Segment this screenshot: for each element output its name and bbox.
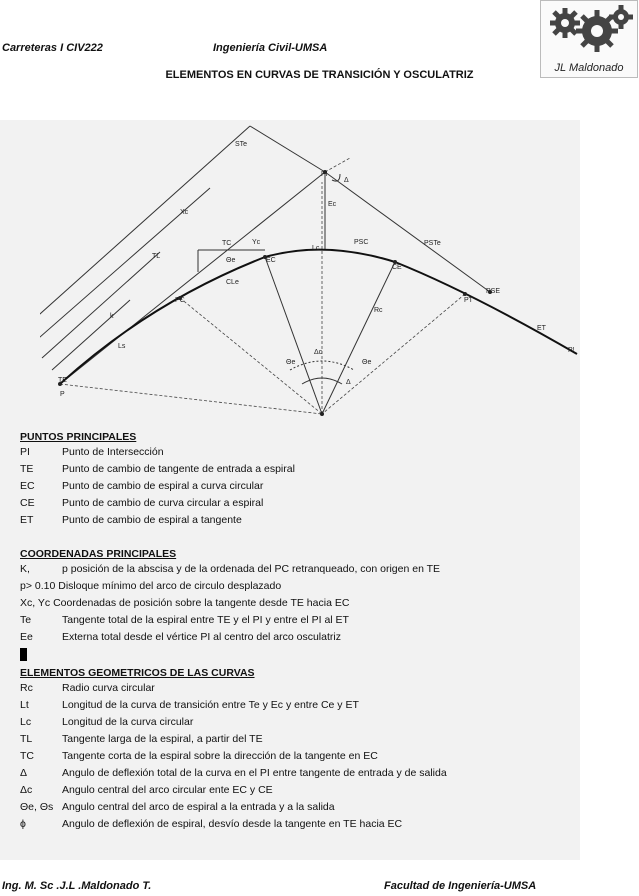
list-item: ET Punto de cambio de espiral a tangente <box>20 514 242 526</box>
list-item: Δ Angulo de deflexión total de la curva en el PI entre tangente de entrada y de salida <box>20 767 447 779</box>
lbl-et: ET <box>537 325 546 332</box>
chord-te <box>60 384 322 414</box>
list-item: Lc Longitud de la curva circular <box>20 716 194 728</box>
gears-icon <box>541 1 637 61</box>
coordenadas-title: COORDENADAS PRINCIPALES <box>20 548 177 560</box>
lbl-psc: PSC <box>354 239 369 246</box>
logo-text: JL Maldonado <box>554 62 624 74</box>
lbl-yc: Yc <box>252 239 261 246</box>
lbl-delta-top: Δ <box>344 177 349 184</box>
list-item: PI Punto de Intersección <box>20 446 164 458</box>
list-item: Xc, Yc Coordenadas de posición sobre la tangente desde TE hacia EC <box>20 597 350 609</box>
puntos-title: PUNTOS PRINCIPALES <box>20 431 137 443</box>
dim-tl <box>42 252 160 358</box>
lbl-tc: TC <box>222 240 232 247</box>
lbl-tl: TL <box>152 253 161 260</box>
list-item: TC Tangente corta de la espiral sobre la dirección de la tangente en EC <box>20 750 378 762</box>
list-item: Θe, Θs Angulo central del arco de espiral a la entrada y a la salida <box>20 801 335 813</box>
lbl-theta-e: Θe <box>226 257 236 264</box>
puntos-section <box>20 430 560 529</box>
lbl-pste: PSTe <box>424 240 441 247</box>
footer-institution: Facultad de Ingeniería-UMSA <box>384 880 537 892</box>
list-item: TE Punto de cambio de tangente de entrada a espiral <box>20 463 295 475</box>
lbl-p-end: P! <box>568 347 575 354</box>
lbl-pc: PC <box>175 297 185 304</box>
list-item: Rc Radio curva circular <box>20 682 155 694</box>
lbl-pse: PSE <box>486 288 501 295</box>
lbl-p: P <box>60 391 65 398</box>
spiral-curve-diagram <box>40 122 580 422</box>
coordenadas-section <box>20 547 560 663</box>
list-item: Lt Longitud de la curva de transición entre Te y Ec y entre Ce y ET <box>20 699 359 711</box>
list-item: CE Punto de cambio de curva circular a espiral <box>20 497 264 509</box>
list-item: Δc Angulo central del arco circular ente EC y CE <box>20 784 273 796</box>
header-faculty: Ingeniería Civil-UMSA <box>213 42 328 54</box>
list-item: TL Tangente larga de la espiral, a partir del TE <box>20 733 263 745</box>
alignment-curve <box>60 250 577 384</box>
lbl-ls: Ls <box>118 343 126 350</box>
list-item: ϕ Angulo de deflexión de espiral, desvío desde la tangente en TE hacia EC <box>20 818 403 830</box>
lbl-ec-ext: Ec <box>328 201 337 208</box>
lbl-theta-left: Θe <box>286 359 296 366</box>
lbl-ec-pt: EC <box>266 257 276 264</box>
lbl-k: k <box>110 313 114 320</box>
lbl-theta-right: Θe <box>362 359 372 366</box>
elementos-section <box>20 666 560 833</box>
list-item: K, p posición de la abscisa y de la ordenada del PC retranqueado, con origen en TE <box>20 563 441 575</box>
text-cursor-marker <box>20 648 27 661</box>
lbl-te: TE <box>58 377 67 384</box>
list-item: Ee Externa total desde el vértice PI al centro del arco osculatriz <box>20 631 341 643</box>
lbl-pt: PT <box>464 297 473 304</box>
lbl-delta-bottom: Δ <box>346 379 351 386</box>
list-item: p> 0.10 Disloque mínimo del arco de circulo desplazado <box>20 580 282 592</box>
lbl-lc-arc: Lc <box>312 245 320 252</box>
radius-ce <box>322 262 395 414</box>
lbl-ce-pt: CE <box>392 264 402 271</box>
footer-author: Ing. M. Sc .J.L .Maldonado T. <box>2 880 152 892</box>
lbl-xc: Xc <box>180 209 189 216</box>
list-item: EC Punto de cambio de espiral a curva circular <box>20 480 264 492</box>
dim-ste <box>40 126 250 330</box>
lbl-cle: CLe <box>226 279 239 286</box>
lbl-delta-c: Δc <box>314 349 323 356</box>
lbl-pi: PI <box>321 171 328 178</box>
lbl-ste: STe <box>235 141 248 148</box>
elementos-title: ELEMENTOS GEOMETRICOS DE LAS CURVAS <box>20 667 255 679</box>
lbl-rc: Rc <box>374 307 383 314</box>
header-course: Carreteras I CIV222 <box>2 42 103 54</box>
exit-tangent-line <box>325 172 490 292</box>
logo <box>540 0 638 78</box>
list-item: Te Tangente total de la espiral entre TE y el PI y entre el PI al ET <box>20 614 349 626</box>
page-title: ELEMENTOS EN CURVAS DE TRANSICIÓN Y OSCULATRIZ <box>165 69 474 81</box>
